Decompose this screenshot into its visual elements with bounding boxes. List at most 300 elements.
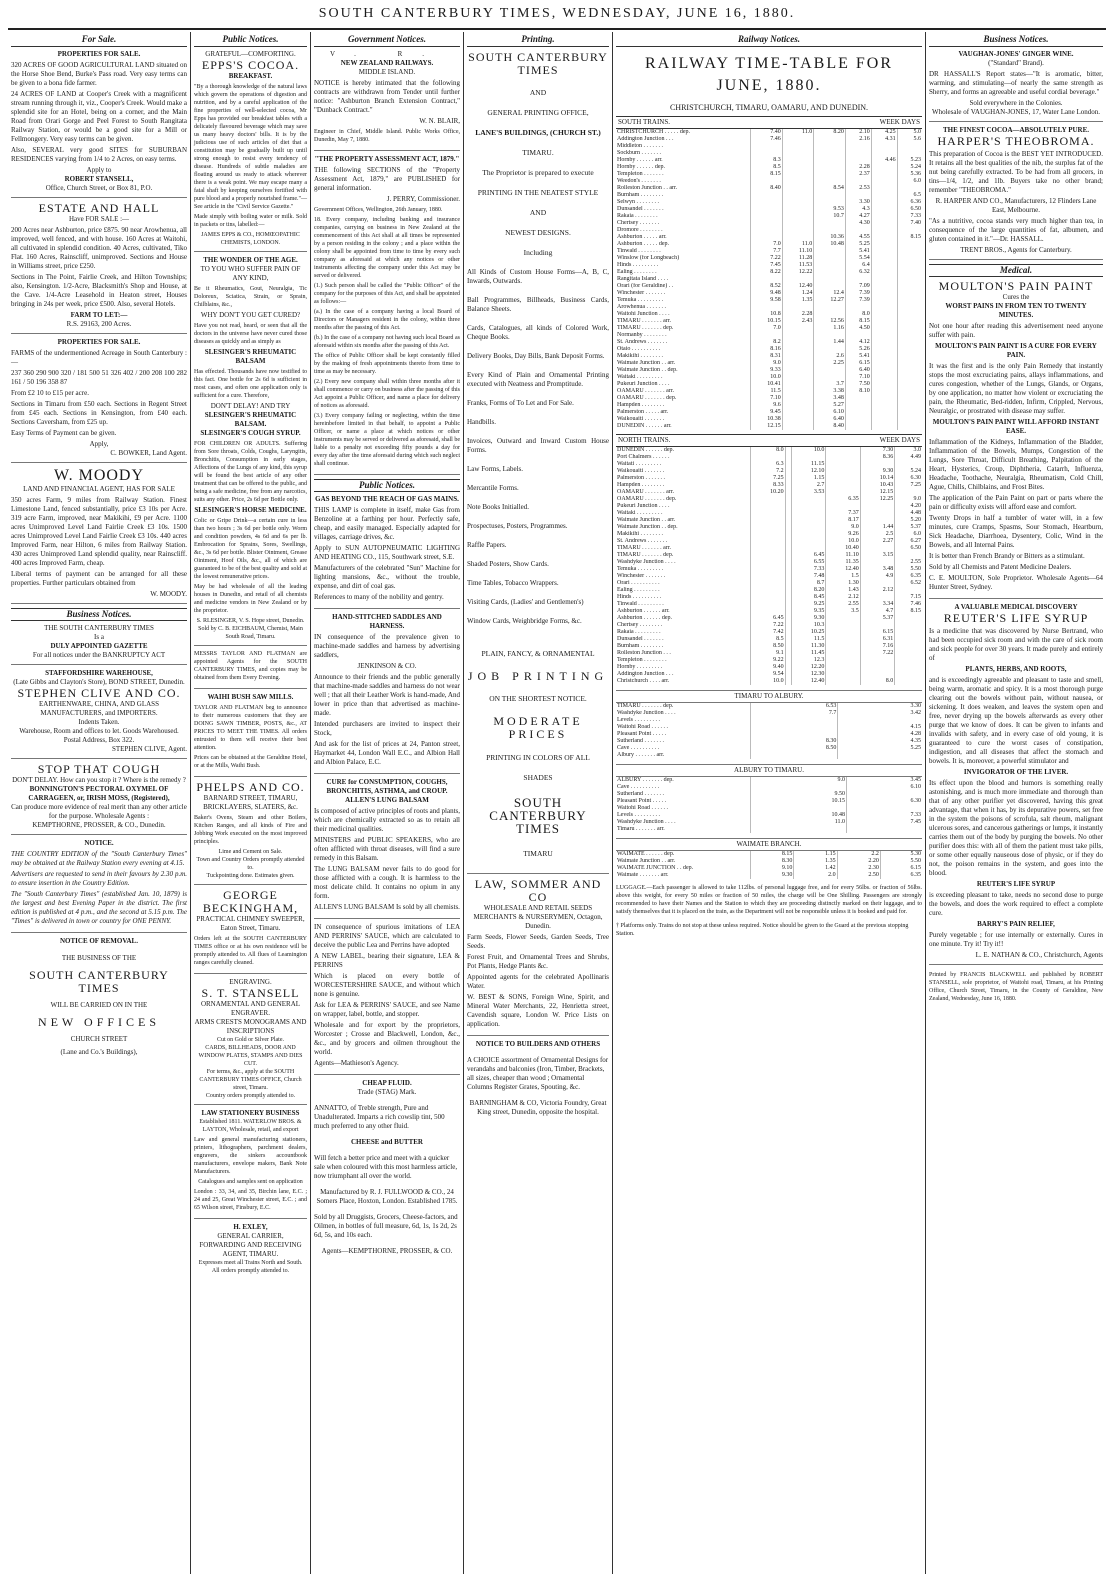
departure-time <box>751 510 785 517</box>
departure-time: 5.36 <box>897 171 922 178</box>
ad-text: Cut on Gold or Silver Plate. <box>217 1037 284 1043</box>
timetable-row <box>616 573 922 580</box>
departure-time: 3.42 <box>838 710 922 717</box>
departure-time <box>871 332 897 339</box>
departure-time: 4.12 <box>845 339 871 346</box>
ad-title: THE WONDER OF THE AGE. <box>203 256 298 264</box>
departure-time <box>860 671 894 678</box>
station-name: Ealing . . . . . . . . <box>617 269 657 275</box>
departure-time: 8.20 <box>814 129 846 136</box>
departure-time: 8.17 <box>826 517 860 524</box>
departure-time <box>782 178 814 185</box>
timetable-row <box>616 752 922 759</box>
section-header: Business Notices. <box>11 608 187 621</box>
ad-text: Window Cards, Weighbridge Forms, &c. <box>467 617 582 625</box>
departure-time: 11.10 <box>826 552 860 559</box>
ad-text: Cards, Catalogues, all kinds of Colored Work, Cheque Books. <box>467 324 609 341</box>
departure-time: 1.44 <box>860 524 894 531</box>
departure-time: 10.40 <box>826 545 860 552</box>
ad-text: Including <box>523 248 553 257</box>
timetable-row <box>616 745 922 752</box>
departure-time <box>814 304 846 311</box>
timetable-row <box>616 213 922 220</box>
ad-text: Forest Fruit, and Ornamental Trees and Shrubs, Pot Plants, Hedge Plants &c. <box>467 953 609 970</box>
ad-text: Orders left at the SOUTH CANTERBURY TIMES office or at his own residence will be promptly attended to. All flues of Leamington ranges carefully cleaned. <box>194 936 307 966</box>
ad-subtitle: (Late Gibbs and Clayton's Store), BOND STREET, Dunedin. <box>13 678 185 686</box>
timetable-header <box>616 434 922 447</box>
column-public-notices <box>191 34 310 1574</box>
ad-annatto <box>314 1079 460 1256</box>
timetable-row <box>616 791 922 798</box>
timetable-row <box>616 738 922 745</box>
station-name: DUNEDIN . . . . . . arr. <box>617 423 672 429</box>
departure-time: 6.40 <box>814 416 846 423</box>
departure-time: 6.4 <box>845 262 871 269</box>
departure-time <box>871 199 897 206</box>
departure-time <box>751 178 783 185</box>
ad-text: TIMARU <box>523 849 553 858</box>
departure-time: 11.35 <box>826 559 860 566</box>
timetable-row <box>616 150 922 157</box>
departure-time: 9.48 <box>751 290 783 297</box>
departure-time: 8.16 <box>751 346 783 353</box>
departure-time: 2.37 <box>845 171 871 178</box>
station-name: Waimate . . . . . . . arr. <box>617 872 669 878</box>
timetable-row <box>616 304 922 311</box>
timetable-row <box>616 608 922 615</box>
departure-time: 7.15 <box>895 594 922 601</box>
ad-lea-perrins <box>314 923 460 1075</box>
departure-time: 10.43 <box>860 482 894 489</box>
departure-time: 8.50 <box>751 745 838 752</box>
timetable-row <box>616 367 922 374</box>
station-name: Selwyn . . . . . . . . <box>617 199 659 205</box>
departure-time: 8.50 <box>751 643 785 650</box>
ad-text: ALLEN'S LUNG BALSAM Is sold by all chemists. <box>314 903 460 911</box>
ad-title: NOTICE. <box>84 839 114 847</box>
ad-text: SOUTH CANTERBURY TIMES <box>468 50 608 77</box>
ad-subtitle: MIDDLE ISLAND. <box>358 68 416 76</box>
departure-time <box>871 374 897 381</box>
masthead-rule <box>8 28 1106 30</box>
departure-time <box>897 353 922 360</box>
departure-time <box>897 360 922 367</box>
departure-time <box>814 311 846 318</box>
departure-time: 12.20 <box>791 664 825 671</box>
departure-time <box>871 353 897 360</box>
departure-time <box>895 489 922 496</box>
departure-time: 10.14 <box>860 475 894 482</box>
departure-time <box>814 143 846 150</box>
timetable-row <box>616 510 922 517</box>
ad-text: PLANTS, HERBS, AND ROOTS, <box>965 665 1067 673</box>
ad-text: Farm Seeds, Flower Seeds, Garden Seeds, Tree Seeds. <box>467 933 609 950</box>
departure-time <box>814 150 846 157</box>
departure-time <box>782 402 814 409</box>
timetable-row <box>616 538 922 545</box>
ad-acreage-table: 237 360 290 900 320 / 181 500 51 326 402 / 200 208 100 282 161 / 50 196 358 87 <box>11 369 187 386</box>
departure-time <box>751 784 847 791</box>
week-days-label: WEEK DAYS <box>879 118 920 126</box>
departure-time <box>838 752 922 759</box>
departure-time: 6.10 <box>814 409 846 416</box>
ad-text: All orders promptly attended to. <box>211 1268 290 1274</box>
timetable-row <box>616 865 922 872</box>
departure-time <box>897 150 922 157</box>
departure-time <box>860 461 894 468</box>
station-name: TIMARU . . . . . . . arr. <box>617 545 671 551</box>
station-name: Washdyke Junction . . . . <box>617 710 676 716</box>
departure-time <box>751 731 838 738</box>
timetable-row <box>616 374 922 381</box>
timetable-row <box>616 423 922 430</box>
departure-time: 2.55 <box>826 601 860 608</box>
station-name: Makikihi . . . . . . . . <box>617 353 663 359</box>
departure-time: 1.5 <box>826 573 860 580</box>
timetable-row <box>616 531 922 538</box>
station-name: Pleasant Point . . . . . <box>617 731 667 737</box>
departure-time: 8.0 <box>860 678 894 685</box>
departure-time <box>751 608 785 615</box>
departure-time: 4.7 <box>860 608 894 615</box>
departure-time: 6.35 <box>880 872 922 879</box>
departure-time: 3.34 <box>860 601 894 608</box>
departure-time <box>895 636 922 643</box>
station-name: TIMARU . . . . . . . dep. <box>617 552 674 558</box>
ad-text: Agents—Mathieson's Agency. <box>314 1059 399 1067</box>
station-name: DUNEDIN . . . . . . dep. <box>617 447 674 453</box>
ad-text: It is better than French Brandy or Bitters as a stimulant. <box>929 552 1085 560</box>
ad-text: All Kinds of Custom House Forms—A, B, C, Inwards, Outwards. <box>467 268 609 285</box>
ad-text: Every Kind of Plain and Ornamental Printing executed with Neatness and Promptitude. <box>467 371 609 388</box>
timetable-south <box>616 129 922 430</box>
departure-time <box>782 423 814 430</box>
column-printing <box>464 34 612 1574</box>
departure-time: 4.50 <box>845 325 871 332</box>
ad-text: Ask for LEA & PERRINS' SAUCE, and see Name on wrapper, label, bottle, and stopper. <box>314 1001 460 1018</box>
departure-time: 9.30 <box>860 468 894 475</box>
station-name: WAIMATE . . . . . . dep. <box>617 851 675 857</box>
departure-time: 6.15 <box>860 629 894 636</box>
departure-time: 12.15 <box>751 423 783 430</box>
timetable-row <box>616 805 922 812</box>
ad-text: SHADES <box>523 773 553 782</box>
departure-time: 7.48 <box>791 573 825 580</box>
ad-moody <box>11 467 187 604</box>
departure-time: 7.39 <box>845 290 871 297</box>
ad-title: NEW ZEALAND RAILWAYS. <box>340 59 434 67</box>
station-name: Sockburn . . . . . . . <box>617 150 661 156</box>
station-name: Rangitata Island . . . . <box>617 276 669 282</box>
station-name: Waitati . . . . . . . . . <box>617 461 662 467</box>
departure-time: 4.48 <box>895 510 922 517</box>
ad-text: Catalogues and samples sent on application <box>198 1179 303 1185</box>
ad-text: DON'T DELAY! AND TRY <box>210 402 291 410</box>
station-name: Hinds . . . . . . . . . . <box>617 594 662 600</box>
departure-time: 6.3 <box>751 461 785 468</box>
departure-time <box>871 290 897 297</box>
departure-time <box>871 416 897 423</box>
ad-text: is exceeding pleasant to take, needs no second dose to purge the bowels, and does the work required to effect a complete cure. <box>929 891 1103 917</box>
departure-time <box>860 559 894 566</box>
ad-text: FARM TO LET:— <box>70 311 128 319</box>
timetable-row <box>616 496 922 503</box>
ad-title: PROPERTIES FOR SALE. <box>57 338 141 346</box>
departure-time: 12.4 <box>814 290 846 297</box>
departure-time: 9.0 <box>751 777 847 784</box>
departure-time <box>791 517 825 524</box>
timetable-row <box>616 622 922 629</box>
departure-time <box>814 248 846 255</box>
ad-title: LAW STATIONERY BUSINESS <box>201 1109 300 1117</box>
station-name: Ashburton . . . . . dep. <box>617 241 669 247</box>
departure-time <box>845 332 871 339</box>
departure-time <box>826 678 860 685</box>
ad-text: Established 1811. WATERLOW BROS. & LAYTON, Wholesale, retail, and export <box>199 1119 302 1133</box>
ad-subtitle: ("Standard" Brand). <box>988 59 1044 67</box>
departure-time: 4.35 <box>838 738 922 745</box>
departure-time: 2.16 <box>845 136 871 143</box>
departure-time: 9.26 <box>826 531 860 538</box>
timetable-waimate <box>616 851 922 879</box>
station-name: Temuka . . . . . . . . . <box>617 566 664 572</box>
ad-text: From £2 10 to £15 per acre. <box>11 389 89 397</box>
ad-text: Note Books Initialled. <box>467 503 530 511</box>
ad-text: Law Forms, Labels. <box>467 465 523 473</box>
departure-time: 9.22 <box>751 657 785 664</box>
departure-time: 1.44 <box>814 339 846 346</box>
section-header: Printing. <box>467 34 609 47</box>
ad-exley <box>194 1223 307 1275</box>
ad-text: The office of Public Officer shall be kept constantly filled by the making of fresh appointments thereto from time to time as may be necessary. <box>314 353 460 375</box>
departure-time: 8.40 <box>814 423 846 430</box>
timetable-row <box>616 552 922 559</box>
departure-time: 6.50 <box>895 545 922 552</box>
ad-text: ON THE SHORTEST NOTICE. <box>489 694 587 703</box>
departure-time <box>751 227 783 234</box>
timetable-row <box>616 157 922 164</box>
ad-properties-stansell <box>11 50 187 198</box>
ad-text: Manufactured by R. J. FULLWOOD & CO., 24 Somers Place, Hoxton, London. Established 1785. <box>316 1188 458 1205</box>
station-name: Waimate Junction . . arr. <box>617 858 676 864</box>
departure-time: 10.0 <box>751 678 785 685</box>
timetable-row <box>616 798 922 805</box>
ad-text: 200 Acres near Ashburton, price £875. 90 near Arowhenua, all improved, well fenced, and with house. 160 Acres at Waitohi, all cultivated in splendid condition. 40 Acres, cultivated, Tiko Flat. 160 Acres, Rainscliff, unimproved. Sections and House in Williams street, price £250. <box>11 226 187 270</box>
departure-time: 8.33 <box>751 482 785 489</box>
departure-time: 1.16 <box>814 325 846 332</box>
ad-title: W. MOODY <box>53 467 145 484</box>
departure-time <box>751 531 785 538</box>
ad-text: Apply to SUN AUTOPNEUMATIC LIGHTING AND HEATING CO., 115, Southwark street, S.E. <box>314 544 460 561</box>
timetable-row <box>616 475 922 482</box>
departure-time: 10.20 <box>751 489 785 496</box>
ad-text: (3.) Every company failing or neglecting, within the time hereinbefore limited in that behalf, to appoint a Public Officer, or name a place at which notices or other instruments may be served or delivered as aforesaid, shall be liable to a penalty not exceeding fifty pounds a day for every day after the time aforesaid during which such neglect shall continue. <box>314 413 460 467</box>
departure-time: 7.2 <box>751 468 785 475</box>
ad-text: Visiting Cards, (Ladies' and Gentlemen's) <box>467 598 584 606</box>
timetable-row <box>616 812 922 819</box>
ad-text: Apply to <box>86 166 112 174</box>
ad-text: The application of the Pain Paint on part or parts where the pain or difficulty exists will afford ease and comfort. <box>929 494 1103 511</box>
ad-text: DR HASSALL'S Report states—"It is aromatic, bitter, warming, and stimulating—of nearly the same strength as Sherry, and forms an agreeable and useful cordial beverage." <box>929 70 1103 96</box>
departure-time <box>826 636 860 643</box>
ad-text: Purely vegetable ; for use internally or externally. Cures in one minute. Try it! Try it!! <box>929 931 1103 948</box>
ad-waterlow <box>194 1109 307 1219</box>
departure-time <box>782 332 814 339</box>
departure-time: 6.36 <box>897 199 922 206</box>
departure-time <box>895 615 922 622</box>
departure-time <box>826 615 860 622</box>
departure-time: 9.45 <box>751 409 783 416</box>
departure-time <box>838 717 922 724</box>
departure-time: 10.41 <box>751 381 783 388</box>
timetable-row <box>616 402 922 409</box>
departure-time: 9.0 <box>826 524 860 531</box>
ad-notice-of-removal <box>11 937 187 1057</box>
departure-time <box>814 136 846 143</box>
departure-time: 5.30 <box>880 851 922 858</box>
ad-advertiser: MOULTON'S PAIN PAINT <box>938 279 1094 293</box>
departure-time: 5.6 <box>897 136 922 143</box>
departure-time: 4.15 <box>838 724 922 731</box>
departure-time: 2.5 <box>860 531 894 538</box>
departure-time: 4.31 <box>871 136 897 143</box>
departure-time <box>782 360 814 367</box>
departure-time: 8.15 <box>895 608 922 615</box>
ad-text: Will fetch a better price and meet with a quicker sale when coloured with this most harmless article, now triumphant all over the world. <box>314 1154 458 1180</box>
departure-time <box>782 234 814 241</box>
ad-text: Time Tables, Tobacco Wrappers. <box>467 579 559 587</box>
timetable-header <box>616 116 922 129</box>
departure-time <box>814 199 846 206</box>
departure-time: 3.5 <box>826 608 860 615</box>
departure-time <box>791 531 825 538</box>
timetable-row <box>616 206 922 213</box>
station-name: Dromore . . . . . . . . <box>617 227 663 233</box>
timetable-row <box>616 381 922 388</box>
departure-time: 4.3 <box>845 206 871 213</box>
timetable-row <box>616 601 922 608</box>
section-header: For Sale. <box>11 34 187 47</box>
departure-time: 5.41 <box>845 353 871 360</box>
departure-time: 10.0 <box>751 374 783 381</box>
ad-text: TRENT BROS., Agents for Canterbury. <box>960 246 1072 254</box>
ad-text: LANE'S BUILDINGS, (CHURCH ST.) <box>475 128 601 137</box>
ad-text: Sold by all Druggists, Grocers, Cheese-factors, and Oilmen, in bottles of full measure, 6d, 1s, 1s 2d, 2s 6d, 5s, and 10s each. <box>314 1213 458 1239</box>
ad-text: CHURCH STREET <box>70 1035 128 1043</box>
timetable-row <box>616 777 922 784</box>
ad-title: GRATEFUL—COMFORTING. <box>205 50 296 58</box>
departure-time: 2.2 <box>837 851 880 858</box>
ad-text: The LUNG BALSAM never fails to do good for those afflicted with a cough. It is harmless to the most delicate child. It contains no opium in any form. <box>314 865 460 900</box>
departure-time <box>897 297 922 304</box>
ad-title: CURE for CONSUMPTION, COUGHS, BRONCHITIS, ASTHMA, and CROUP. <box>326 778 448 795</box>
timetable-row <box>616 360 922 367</box>
ad-text: ANNATTO, of Treble strength, Pure and Unadulterated. Imparts a rich cowslip tint, 500 much preferred to any other fluid. <box>314 1104 445 1130</box>
timetable-row <box>616 629 922 636</box>
station-name: Hornby . . . . . . . . . <box>617 664 663 670</box>
departure-time <box>871 220 897 227</box>
ad-text: The "South Canterbury Times" (established Jan. 10, 1879) is the largest and best Evening Paper in the district. The first edition is published at 4 p.m., and the second at 5.15 p.m. The "Times" is delivered in town or country for ONE PENNY. <box>11 890 187 925</box>
departure-time: 2.12 <box>826 594 860 601</box>
timetable-row <box>616 784 922 791</box>
departure-time: 8.0 <box>751 447 785 454</box>
departure-time: 2.6 <box>814 353 846 360</box>
departure-time: 11.45 <box>791 650 825 657</box>
ad-phelps <box>194 781 307 885</box>
departure-time <box>791 454 825 461</box>
departure-time <box>895 552 922 559</box>
station-name: CHRISTCHURCH . . . . . dep. <box>617 129 691 135</box>
departure-time: 6.35 <box>895 573 922 580</box>
departure-time <box>871 311 897 318</box>
ad-lung-balsam <box>314 778 460 919</box>
ad-text: THE SOUTH CANTERBURY TIMES <box>44 624 154 632</box>
departure-time <box>791 538 825 545</box>
departure-time: 3.0 <box>895 447 922 454</box>
station-name: Waitohi Junction . . . . <box>617 311 670 317</box>
station-name: Waitohi Road . . . . . . <box>617 805 669 811</box>
station-name: Christchurch . . . . arr. <box>617 678 670 684</box>
departure-time <box>871 185 897 192</box>
departure-time: 5.50 <box>895 566 922 573</box>
station-name: Hornby . . . . . . arr. <box>617 157 663 163</box>
station-name: Winchester . . . . . . . <box>617 290 666 296</box>
timetable-row <box>616 297 922 304</box>
departure-time <box>782 164 814 171</box>
departure-time: 2.50 <box>837 872 880 879</box>
departure-time: 1.15 <box>794 851 837 858</box>
departure-time: 3.48 <box>860 566 894 573</box>
departure-time <box>782 185 814 192</box>
departure-time <box>895 657 922 664</box>
departure-time: 2.7 <box>791 482 825 489</box>
ad-text: Prospectuses, Posters, Programmes. <box>467 522 568 530</box>
departure-time <box>871 346 897 353</box>
station-name: ALBURY . . . . . . . dep. <box>617 777 674 783</box>
departure-time: 7.7 <box>751 248 783 255</box>
departure-time: 11.0 <box>751 819 847 826</box>
departure-time <box>846 791 922 798</box>
departure-time <box>751 503 785 510</box>
departure-time <box>751 199 783 206</box>
station-name: Winchester . . . . . . . <box>617 573 666 579</box>
departure-time <box>897 332 922 339</box>
departure-time <box>751 717 838 724</box>
ad-text: EARTHENWARE, CHINA, AND GLASS MANUFACTURERS, and IMPORTERS. <box>39 700 159 717</box>
station-name: Hornby . . . . . . dep. <box>617 164 665 170</box>
departure-time <box>860 517 894 524</box>
ad-text: Has effected. Thousands have now testified to this fact. One bottle for 2s 6d is sufficient in most cases, and often one application only is sufficient for a cure. Therefore, <box>194 369 307 399</box>
departure-time: 4.27 <box>845 213 871 220</box>
station-name: Ashburton . . . . . . dep. <box>617 615 672 621</box>
ad-text: Law and general manufacturing stationers, printers, lithographers, parchment dealers, engravers, die sinkers accountbook manufacturers, envelope makers, Bank Note Manufacturers. <box>194 1137 307 1175</box>
station-name: Orari . . . . . . . . . . <box>617 580 660 586</box>
station-name: Waitaki . . . . . . . . . <box>617 510 663 516</box>
departure-time: 8.22 <box>751 269 783 276</box>
departure-time <box>871 325 897 332</box>
ad-title: CHEAP FLUID. <box>362 1079 412 1087</box>
ad-text: 18. Every company, including banking and insurance companies, carrying on business in New Zealand at the commencement of this Act shall at all times be represented by a person residing in the colony ; and a place within the colony shall be appointed from time to time by every such company as aforesaid at which any notices or other instruments affecting the company under this Act may be served or delivered. <box>314 217 460 279</box>
ad-text: London : 33, 34, and 35, Birchin lane, E.C. ; 24 and 25, Great Winchester street, E.C. ; and 65 Wilson street, Finsbury, E.C. <box>194 1189 307 1211</box>
section-header: Business Notices. <box>929 34 1103 47</box>
timetable-row <box>616 636 922 643</box>
departure-time <box>814 283 846 290</box>
departure-time <box>897 283 922 290</box>
station-name: Levels . . . . . . . . . <box>617 812 660 818</box>
departure-time: 6.40 <box>845 367 871 374</box>
departure-time <box>826 475 860 482</box>
ad-text: NEWEST DESIGNS. <box>505 228 571 237</box>
